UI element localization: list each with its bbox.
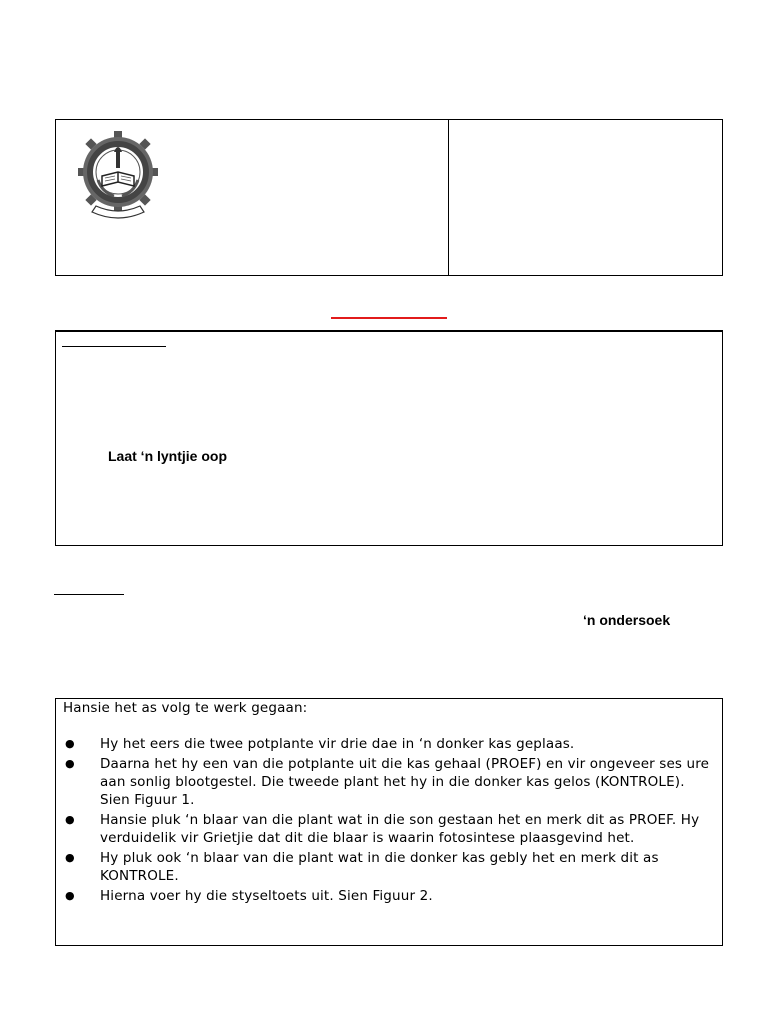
red-title-line <box>331 317 447 319</box>
section-heading-underline <box>54 594 124 595</box>
procedure-steps-list <box>63 735 714 905</box>
instruction-box <box>55 330 723 546</box>
procedure-step-text: Hy pluk ook ‘n blaar van die plant wat in die donker kas gebly het en merk dit as KONTROLE. <box>100 850 659 884</box>
procedure-step-text: Hy het eers die twee potplante vir drie dae in ‘n donker kas geplaas. <box>100 736 575 752</box>
procedure-step-text: Hansie pluk ‘n blaar van die plant wat in die son gestaan het en merk dit as PROEF. Hy verduidelik vir Grietjie dat dit die blaar is waarin fotosintese plaasgevind het. <box>100 812 700 846</box>
investigation-label: ‘n ondersoek <box>583 612 671 628</box>
header-divider <box>448 119 449 276</box>
list-item <box>63 735 714 753</box>
list-item <box>63 887 714 905</box>
procedure-intro: Hansie het as volg te werk gegaan: <box>63 700 308 716</box>
instruction-heading-underline <box>62 346 166 347</box>
procedure-box <box>55 698 723 946</box>
list-item <box>63 755 714 809</box>
procedure-step-text: Daarna het hy een van die potplante uit die kas gehaal (PROEF) en vir ongeveer ses ure aan sonlig blootgestel. Die tweede plant het hy in die donker kas gelos (KONTROLE). Sien Figuur 1. <box>100 756 710 808</box>
instruction-text: Laat ‘n lyntjie oop <box>108 448 228 464</box>
bullet-icon: ● <box>65 889 75 902</box>
bullet-icon: ● <box>65 737 75 750</box>
bullet-icon: ● <box>65 813 75 826</box>
bullet-icon: ● <box>65 851 75 864</box>
procedure-step-text: Hierna voer hy die styseltoets uit. Sien Figuur 2. <box>100 888 433 904</box>
list-item <box>63 811 714 847</box>
school-crest-icon <box>78 130 158 225</box>
bullet-icon: ● <box>65 757 75 770</box>
list-item <box>63 849 714 885</box>
